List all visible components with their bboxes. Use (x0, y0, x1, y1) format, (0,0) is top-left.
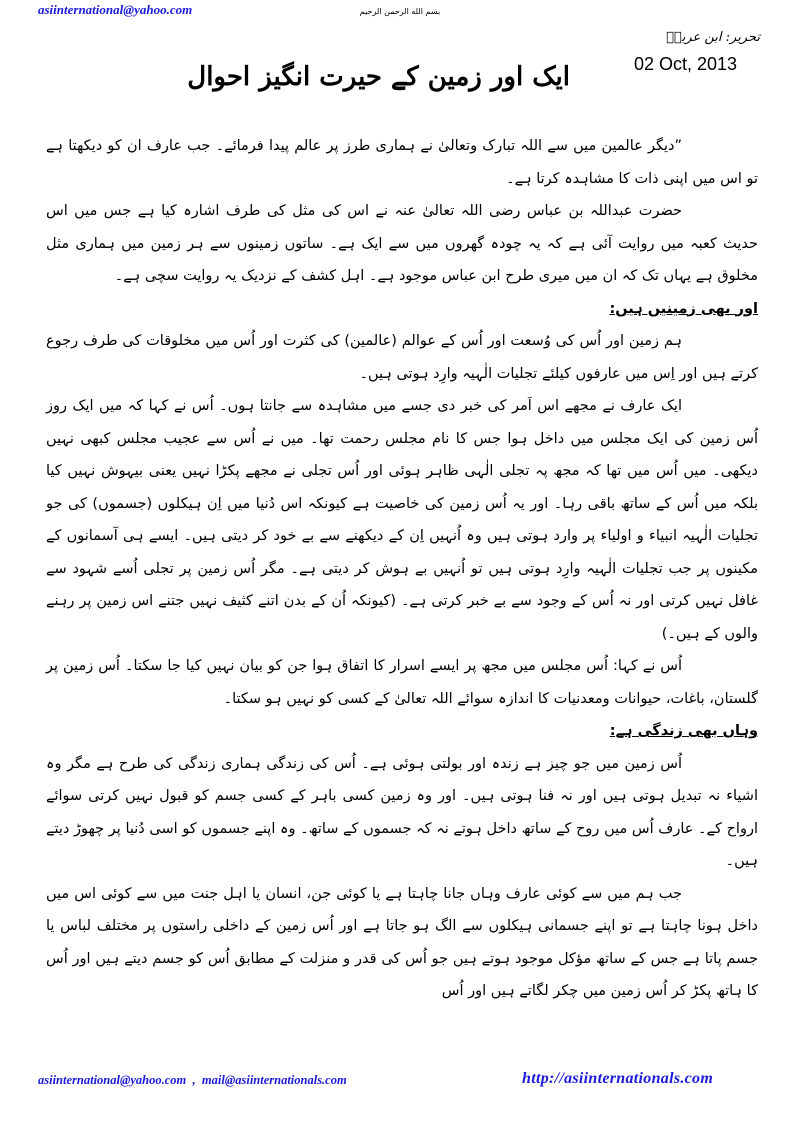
paragraph: اُس نے کہا: اُس مجلس میں مجھ پر ایسے اسرار کا اتفاق ہوا جن کو بیان نہیں کیا جا سکتا۔ اُس زمین پر گلستان، باغات، حیوانات ومعدنیات کا اندازہ سوائے اللہ تعالیٰ کے کسی کو نہیں ہو سکتا۔ (46, 658, 758, 707)
footer-email-link-2[interactable]: mail@asiinternationals.com (201, 1073, 347, 1087)
publish-date: 02 Oct, 2013 (634, 54, 738, 74)
footer-website-link[interactable]: http://asiinternationals.com (522, 1070, 714, 1087)
footer-emails (38, 1073, 347, 1088)
bismillah-text: بسم الله الرحمن الرحیم (359, 7, 441, 16)
paragraph: ”دیگر عالمین میں سے اللہ تبارک وتعالیٰ نے ہماری طرز پر عالم پیدا فرمائے۔ جب عارف ان کو دیکھتا ہے تو اس میں اپنی ذات کا مشاہدہ کرتا ہے۔ (46, 138, 758, 187)
paragraph: اُس زمین میں جو چیز ہے زندہ اور بولتی ہوئی ہے۔ اُس کی زندگی ہماری زندگی کی طرح ہے مگر وہ اشیاء نہ تبدیل ہوتی ہیں اور نہ فنا ہوتی ہیں۔ اور وہ زمین کسی باہر کے کسی جسم کو قبول نہیں کرتی سوائے ارواح کے۔ عارف اُس میں روح کے ساتھ داخل ہوتے نہ کہ جسموں کے ساتھ۔ وہ اپنے جسموں کو اسی دُنیا پر چھوڑ دیتے ہیں۔ (46, 755, 758, 869)
section-heading-life-there: وہاں بھی زندگی ہے: (609, 723, 758, 739)
paragraph: حضرت عبداللہ بن عباس رضی اللہ تعالیٰ عنہ نے اس کی مثل کی طرف اشارہ کیا ہے جس میں اس حدیث کعبہ میں روایت آئی ہے کہ یہ چودہ گھروں میں سے ایک ہے۔ ساتوں زمینوں سے ہر زمین میں ہماری مثل مخلوق ہے یہاں تک کہ ان میں میری طرح ابن عباس موجود ہے۔ اہل کشف کے نزدیک یہ روایت سچی ہے۔ (46, 203, 758, 284)
header-email-link[interactable]: asiinternational@yahoo.com (38, 2, 193, 17)
paragraph: جب ہم میں سے کوئی عارف وہاں جانا چاہتا ہے یا کوئی جن، انسان یا اہل جنت میں سے کوئی اس میں داخل ہونا چاہتا ہے تو اپنے جسمانی ہیکلوں سے الگ ہو جاتا ہے اور اُس زمین کے داخلی راستوں پر مختلف لباس یا جسم پاتا ہے جس کے ساتھ مؤکل موجود ہوتے ہیں جو اُس کی قدر و منزلت کے مطابق اُس کو جسم دیتے ہیں اور اُس کا ہاتھ پکڑ کر اُس زمین میں چکر لگاتے ہیں اور اُس (46, 885, 758, 999)
paragraph: ہم زمین اور اُس کی وُسعت اور اُس کے عوالم (عالمین) کی کثرت اور اُس میں مخلوقات کی طرف رجوع کرتے ہیں اور اِس میں عارفوں کیلئے تجلیات الٰہیہ وارِد ہوتی ہیں۔ (46, 333, 758, 382)
page-title: ایک اور زمین کے حیرت انگیز احوال (187, 62, 570, 93)
footer-separator: , (186, 1073, 202, 1087)
paragraph: ایک عارف نے مجھے اس اَمر کی خبر دی جسے میں مشاہدہ سے جانتا ہوں۔ اُس نے کہا کہ میں ایک روز اُس زمین کی ایک مجلس میں داخل ہوا جس کا نام مجلس رحمت تھا۔ میں نے اُس سے عجیب مجلس کبھی نہیں دیکھی۔ میں اُس میں تھا کہ مجھ پہ تجلی الٰہی ظاہر ہوئی اور اُس تجلی نے مجھے پکڑا نہیں یعنی بیہوش نہیں کیا بلکہ میں اُس کے ساتھ باقی رہا۔ اور یہ اُس زمین کی خاصیت ہے کیونکہ اس دُنیا میں اِن ہیکلوں (جسموں) کی جو تجلیات الٰہیہ انبیاء و اولیاء پر وارد ہوتی ہیں وہ اُنہیں اِن کے دیکھنے سے بے خود کر دیتی ہیں۔ ایسے ہی آسمانوں کے مکینوں پر جب تجلیات الٰہیہ وارِد ہوتی ہیں تو اُنہیں بے ہوش کر دیتی ہے۔ مگر اُس زمین پر تجلی اُسے شہود سے غافل نہیں کرتی اور نہ اُس کے وجود سے بے خبر کرتی ہے۔ (کیونکہ اُن کے بدن اتنے کثیف نہیں جتنے اس زمین پر رہنے والوں کے ہیں۔) (46, 398, 758, 642)
section-heading-more-earths: اور بھی زمینیں ہیں: (609, 300, 758, 317)
footer-email-link-1[interactable]: asiinternational@yahoo.com (38, 1073, 187, 1087)
author-byline: تحریر: ابن عربیؒ (666, 30, 760, 45)
article-body (46, 130, 758, 1008)
